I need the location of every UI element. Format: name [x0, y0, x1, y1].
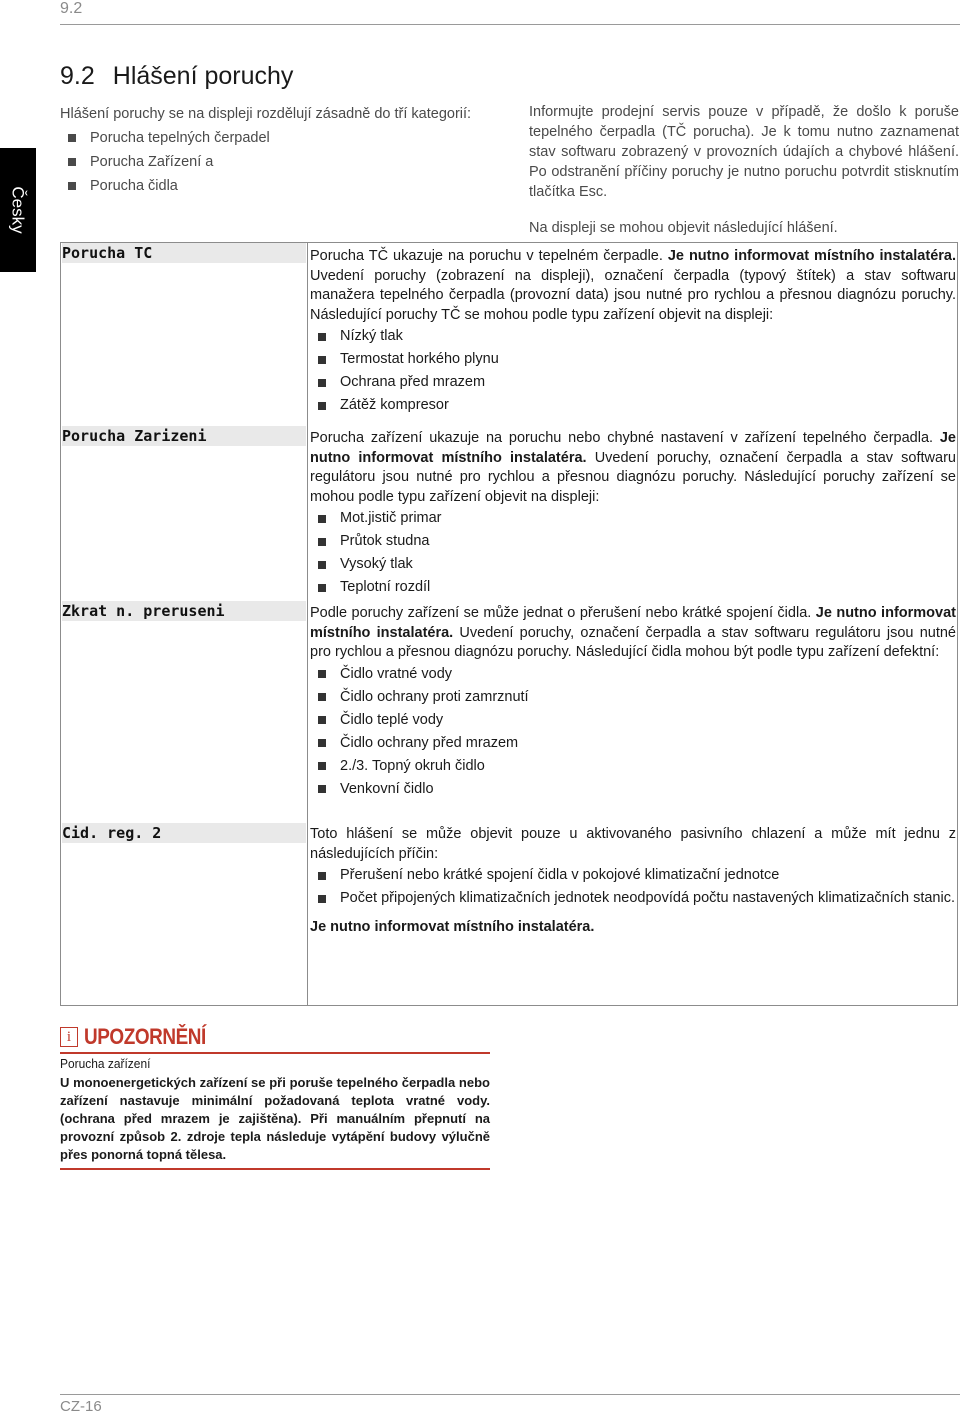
- language-tab[interactable]: [0, 148, 36, 272]
- fault-table: [60, 242, 958, 1006]
- row-text: [310, 604, 956, 663]
- header-rule: [60, 24, 960, 25]
- cause-item: Přerušení nebo krátké spojení čidla v pokojové klimatizační jednotce: [310, 864, 956, 887]
- category-item: Porucha Zařízení a: [60, 150, 500, 174]
- footer-rule: [60, 1394, 960, 1395]
- row-text: Toto hlášení se může objevit pouze u aktivovaného pasivního chlazení a může mít jednu z následujících příčin:: [310, 826, 956, 862]
- row-description: [310, 604, 956, 801]
- fault-list: [310, 507, 956, 599]
- row-text-bold: Je nutno informovat místního instalatéra.: [310, 605, 956, 641]
- sensor-item: Venkovní čidlo: [310, 778, 956, 801]
- category-list: [60, 126, 500, 198]
- fault-item: Průtok studna: [310, 530, 956, 553]
- sensor-item: Čidlo ochrany před mrazem: [310, 732, 956, 755]
- row-text-bold: Je nutno informovat místního instalatéra.: [310, 430, 956, 466]
- row-text-b: Uvedení poruchy, označení čerpadla a stav softwaru regulátoru jsou nutné pro rychlou a přesnou diagnózu poruchy. Následující čidla mohou být podle typu zařízení defektní:: [310, 624, 956, 660]
- sensor-list: [310, 663, 956, 801]
- page-number: CZ-16: [60, 1398, 102, 1415]
- cause-list: [310, 864, 956, 910]
- cause-item: Počet připojených klimatizačních jednotek neodpovídá počtu nastavených klimatizačních stanic.: [310, 887, 956, 910]
- intro-paragraph: Na displeji se mohou objevit následující hlášení.: [529, 220, 838, 236]
- intro-right: [529, 102, 959, 238]
- fault-item: Mot.jistič primar: [310, 507, 956, 530]
- warning-subtitle: Porucha zařízení: [60, 1056, 151, 1071]
- header-section-number: 9.2: [60, 0, 83, 17]
- row-text: [310, 429, 956, 507]
- category-item: Porucha čidla: [60, 174, 500, 198]
- fault-list: [310, 325, 956, 417]
- row-text-b: Uvedení poruchy (zobrazení na displeji), označení čerpadla (typový štítek) a stav softwaru manažera tepelného čerpadla (provozní data) jsou nutné pro rychlou a přesnou diagnózu poruchy. Následující poruchy TČ se mohou podle typu zařízení objevit na displeji:: [310, 267, 956, 323]
- row-text-a: Podle poruchy zařízení se může jednat o přerušení nebo krátké spojení čidla.: [310, 605, 816, 621]
- page-title: [60, 62, 293, 91]
- sensor-item: Čidlo ochrany proti zamrznutí: [310, 686, 956, 709]
- row-text-a: Porucha zařízení ukazuje na poruchu nebo chybné nastavení v zařízení tepelného čerpadla.: [310, 430, 940, 446]
- title-number: 9.2: [60, 62, 95, 90]
- fault-item: Nízký tlak: [310, 325, 956, 348]
- fault-item: Vysoký tlak: [310, 553, 956, 576]
- language-tab-label: Česky: [9, 186, 29, 234]
- intro-left: [60, 102, 500, 198]
- sensor-item: 2./3. Topný okruh čidlo: [310, 755, 956, 778]
- display-message: Zkrat n. preruseni: [62, 601, 306, 621]
- title-text: Hlášení poruchy: [112, 62, 294, 90]
- warning-body: U monoenergetických zařízení se při poruše tepelného čerpadla nebo zařízení nastavuje minimální požadovaná teplota vratné vody. (ochrana před mrazem je zajištěna). Při manuálním přepnutí na provozní způsob 2. zdroje tepla následuje vytápění budovy výlučně přes ponorná topná tělesa.: [60, 1075, 490, 1162]
- row-text: [310, 247, 956, 325]
- row-description: [310, 825, 956, 938]
- info-icon: i: [60, 1027, 78, 1047]
- warning-header: [60, 1024, 490, 1054]
- fault-item: Ochrana před mrazem: [310, 371, 956, 394]
- fault-item: Teplotní rozdíl: [310, 576, 956, 599]
- intro-lead: Hlášení poruchy se na displeji rozdělují zásadně do tří kategorií:: [60, 106, 472, 122]
- warning-rule: [60, 1168, 490, 1170]
- row-closing: Je nutno informovat místního instalatéra.: [310, 919, 595, 935]
- fault-item: Zátěž kompresor: [310, 394, 956, 417]
- display-message: Porucha Zarizeni: [62, 426, 306, 446]
- row-description: [310, 247, 956, 417]
- category-item: Porucha tepelných čerpadel: [60, 126, 500, 150]
- fault-item: Termostat horkého plynu: [310, 348, 956, 371]
- row-text-b: Uvedení poruchy, označení čerpadla a stav softwaru regulátoru jsou nutné pro rychlou a přesnou diagnózu poruchy. Následující poruchy zařízení se mohou podle typu zařízení objevit na displeji:: [310, 449, 956, 505]
- intro-paragraph: Informujte prodejní servis pouze v případě, že došlo k poruše tepelného čerpadla (TČ porucha). Je k tomu nutno zaznamenat stav softwaru zobrazený v provozních údajích a chybové hlášení. Po odstranění příčiny poruchy je nutno poruchu potvrdit stisknutím tlačítka Esc.: [529, 104, 959, 200]
- column-divider: [307, 243, 308, 1005]
- row-text-bold: Je nutno informovat místního instalatéra.: [667, 248, 957, 264]
- display-message: Cid. reg. 2: [62, 823, 306, 843]
- warning-title: UPOZORNĚNÍ: [84, 1024, 206, 1049]
- display-message: Porucha TC: [62, 243, 306, 263]
- warning-box: [60, 1024, 490, 1170]
- sensor-item: Čidlo vratné vody: [310, 663, 956, 686]
- row-description: [310, 429, 956, 599]
- sensor-item: Čidlo teplé vody: [310, 709, 956, 732]
- row-text-a: Porucha TČ ukazuje na poruchu v tepelném čerpadle.: [310, 248, 668, 264]
